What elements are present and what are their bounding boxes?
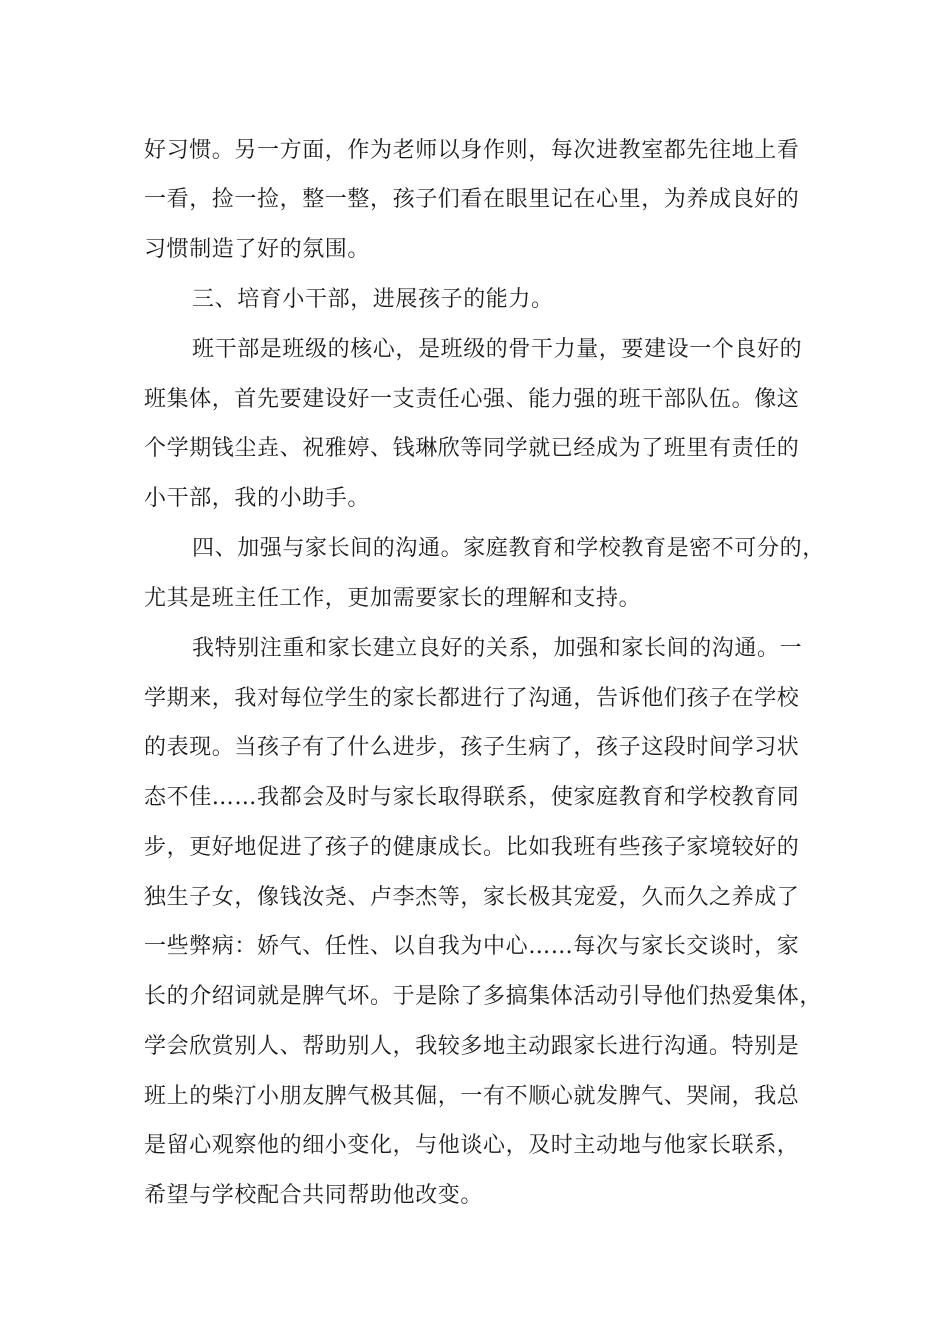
section-heading: 三、培育小干部，进展孩子的能力。 [192, 287, 554, 312]
text-line: 习惯制造了好的氛围。 [144, 237, 371, 262]
section-heading: 四、加强与家长间的沟通。家庭教育和学校教育是密不可分的， [192, 536, 825, 561]
text-line: 我特别注重和家长建立良好的关系，加强和家长间的沟通。一 [192, 636, 803, 661]
text-line: 班集体，首先要建设好一支责任心强、能力强的班干部队伍。像这 [144, 387, 800, 412]
text-line: 班上的柴汀小朋友脾气极其倔，一有不顺心就发脾气、哭闹，我总 [144, 1084, 800, 1109]
text-line: 班干部是班级的核心，是班级的骨干力量，要建设一个良好的 [192, 337, 803, 362]
text-line: 态不佳……我都会及时与家长取得联系，使家庭教育和学校教育同 [144, 785, 800, 810]
text-line: 小干部，我的小助手。 [144, 486, 371, 511]
text-line: 是留心观察他的细小变化，与他谈心，及时主动地与他家长联系， [144, 1133, 800, 1158]
text-line: 一些弊病：娇气、任性、以自我为中心……每次与家长交谈时，家 [144, 934, 800, 959]
text-line: 步，更好地促进了孩子的健康成长。比如我班有些孩子家境较好的 [144, 835, 800, 860]
text-line: 的表现。当孩子有了什么进步，孩子生病了，孩子这段时间学习状 [144, 735, 800, 760]
text-line: 一看，捡一捡，整一整，孩子们看在眼里记在心里，为养成良好的 [144, 187, 800, 212]
text-line: 长的介绍词就是脾气坏。于是除了多搞集体活动引导他们热爱集体， [144, 984, 823, 1009]
text-line: 希望与学校配合共同帮助他改变。 [144, 1183, 484, 1208]
text-line: 学会欣赏别人、帮助别人，我较多地主动跟家长进行沟通。特别是 [144, 1034, 800, 1059]
text-line: 学期来，我对每位学生的家长都进行了沟通，告诉他们孩子在学校 [144, 686, 800, 711]
text-line: 好习惯。另一方面，作为老师以身作则，每次进教室都先往地上看 [144, 138, 800, 163]
text-line: 尤其是班主任工作，更加需要家长的理解和支持。 [144, 586, 642, 611]
text-line: 独生子女，像钱汝尧、卢李杰等，家长极其宠爱，久而久之养成了 [144, 885, 800, 910]
text-line: 个学期钱尘垚、祝雅婷、钱琳欣等同学就已经成为了班里有责任的 [144, 436, 800, 461]
